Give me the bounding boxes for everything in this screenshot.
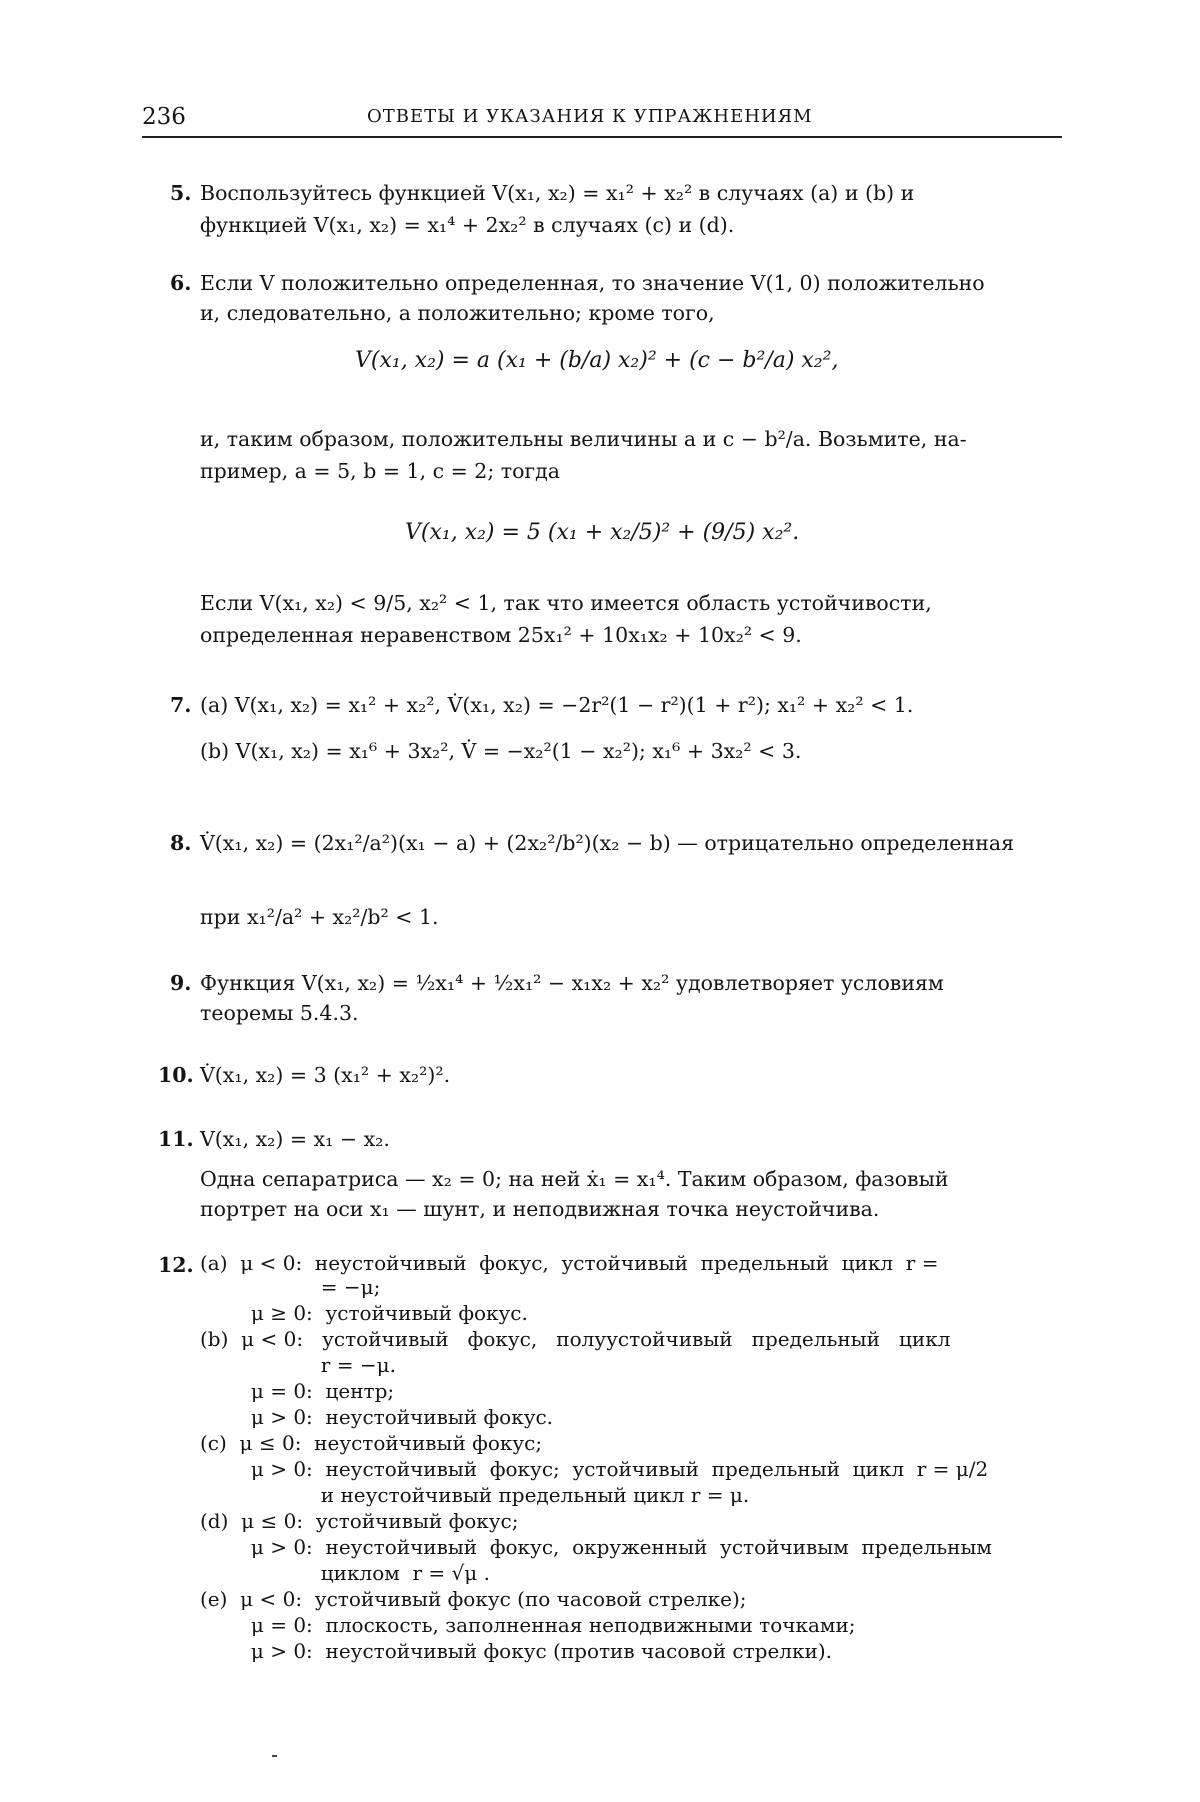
case-line: и неустойчивый предельный цикл r = μ. bbox=[200, 1483, 750, 1507]
text-line: Одна сепаратриса — x₂ = 0; на ней ẋ₁ = x₁⁴. Таким образом, фазовый bbox=[200, 1167, 949, 1191]
case-line: (d) μ ≤ 0: устойчивый фокус; bbox=[200, 1509, 519, 1533]
text-line: (a) V(x₁, x₂) = x₁² + x₂², V̇(x₁, x₂) = −2r²(1 − r²)(1 + r²); x₁² + x₂² < 1. bbox=[200, 693, 914, 717]
case-line: (b) μ < 0: устойчивый фокус, полуустойчивый предельный цикл bbox=[200, 1327, 951, 1351]
case-line: μ > 0: неустойчивый фокус; устойчивый предельный цикл r = μ/2 bbox=[200, 1457, 989, 1481]
case-line: μ > 0: неустойчивый фокус, окруженный устойчивым предельным bbox=[200, 1535, 992, 1559]
case-line: μ > 0: неустойчивый фокус. bbox=[200, 1405, 554, 1429]
equation: V(x₁, x₂) = a (x₁ + (b/a) x₂)² + (c − b²/a) x₂², bbox=[355, 348, 839, 373]
answer-number: 7. bbox=[170, 693, 192, 717]
print-speck bbox=[272, 1755, 277, 1757]
case-line: (a) μ < 0: неустойчивый фокус, устойчивый предельный цикл r = bbox=[200, 1251, 939, 1275]
text-line: Если V(x₁, x₂) < 9/5, x₂² < 1, так что имеется область устойчивости, bbox=[200, 591, 932, 615]
answer-number: 8. bbox=[170, 831, 192, 855]
answer-number: 12. bbox=[158, 1253, 194, 1277]
text-line: определенная неравенством 25x₁² + 10x₁x₂ + 10x₂² < 9. bbox=[200, 623, 802, 647]
text-line: теоремы 5.4.3. bbox=[200, 1001, 359, 1025]
text-line: V(x₁, x₂) = x₁ − x₂. bbox=[200, 1127, 390, 1151]
text-line: функцией V(x₁, x₂) = x₁⁴ + 2x₂² в случаях (c) и (d). bbox=[200, 213, 735, 237]
answer-number: 9. bbox=[170, 971, 192, 995]
case-line: = −μ; bbox=[200, 1275, 381, 1299]
text-line: Функция V(x₁, x₂) = ½x₁⁴ + ½x₁² − x₁x₂ + x₂² удовлетворяет условиям bbox=[200, 971, 944, 995]
case-line: циклом r = √μ . bbox=[200, 1561, 490, 1585]
case-line: μ = 0: плоскость, заполненная неподвижными точками; bbox=[200, 1613, 856, 1637]
text-line: и, таким образом, положительны величины a и c − b²/a. Возьмите, на- bbox=[200, 427, 967, 451]
answer-number: 6. bbox=[170, 271, 192, 295]
text-line: V̇(x₁, x₂) = 3 (x₁² + x₂²)². bbox=[200, 1063, 451, 1087]
text-line: (b) V(x₁, x₂) = x₁⁶ + 3x₂², V̇ = −x₂²(1 − x₂²); x₁⁶ + 3x₂² < 3. bbox=[200, 739, 802, 763]
text-line: V̇(x₁, x₂) = (2x₁²/a²)(x₁ − a) + (2x₂²/b²)(x₂ − b) — отрицательно определенная bbox=[200, 831, 1015, 855]
case-line: (c) μ ≤ 0: неустойчивый фокус; bbox=[200, 1431, 543, 1455]
equation: V(x₁, x₂) = 5 (x₁ + x₂/5)² + (9/5) x₂². bbox=[405, 520, 800, 545]
case-line: r = −μ. bbox=[200, 1353, 396, 1377]
text-line: пример, a = 5, b = 1, c = 2; тогда bbox=[200, 459, 561, 483]
text-line: Воспользуйтесь функцией V(x₁, x₂) = x₁² + x₂² в случаях (a) и (b) и bbox=[200, 181, 915, 205]
text-line: портрет на оси x₁ — шунт, и неподвижная точка неустойчива. bbox=[200, 1197, 880, 1221]
case-line: μ ≥ 0: устойчивый фокус. bbox=[200, 1301, 528, 1325]
case-line: μ = 0: центр; bbox=[200, 1379, 395, 1403]
answer-number: 11. bbox=[158, 1127, 194, 1151]
text-line: Если V положительно определенная, то значение V(1, 0) положительно bbox=[200, 271, 985, 295]
answer-number: 5. bbox=[170, 181, 192, 205]
text-line: и, следовательно, a положительно; кроме того, bbox=[200, 301, 715, 325]
text-line: при x₁²/a² + x₂²/b² < 1. bbox=[200, 905, 439, 929]
case-line: μ > 0: неустойчивый фокус (против часовой стрелки). bbox=[200, 1639, 832, 1663]
answer-number: 10. bbox=[158, 1063, 194, 1087]
page-header bbox=[142, 100, 1062, 138]
page-number: 236 bbox=[142, 104, 186, 130]
running-title: ОТВЕТЫ И УКАЗАНИЯ К УПРАЖНЕНИЯМ bbox=[367, 106, 813, 127]
case-line: (e) μ < 0: устойчивый фокус (по часовой стрелке); bbox=[200, 1587, 747, 1611]
